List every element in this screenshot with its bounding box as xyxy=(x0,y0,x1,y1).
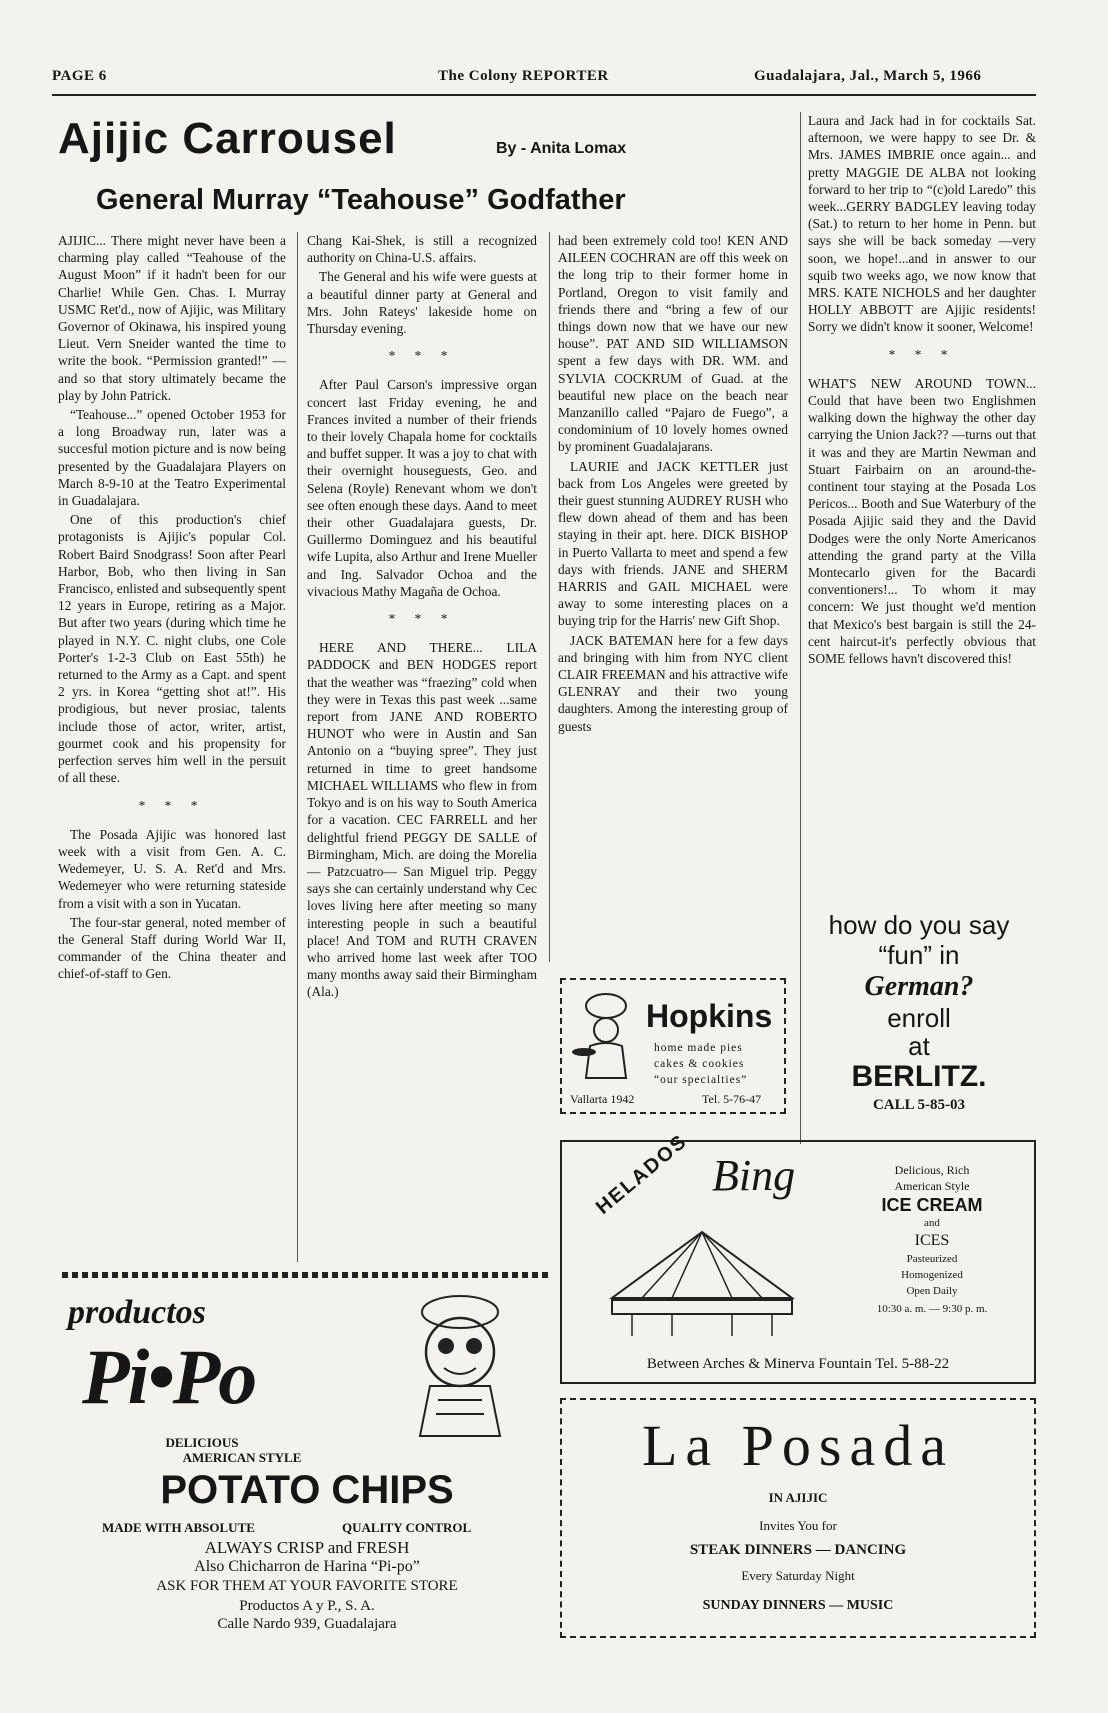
helados-line: Delicious, Rich xyxy=(894,1163,970,1177)
paragraph: LAURIE and JACK KETTLER just back from Los Angeles were greeted by their guest stunning AUDREY RUSH who flew down ahead of them and has been staying in their apt. here. DICK BISHOP in Puerto Vallarta to meet and spend a few days with friends. JANE and SHERM HARRIS and GAIL MICHAEL were away to some interesting places on a buying trip for the Harris' new Gift Shop. xyxy=(558,458,788,629)
hopkins-line: home made pies xyxy=(654,1042,743,1054)
bing-script: Bing xyxy=(712,1151,796,1200)
helados-line: ICE CREAM xyxy=(881,1195,983,1215)
helados-line: Homogenized xyxy=(901,1269,963,1281)
posada-in: IN AJIJIC xyxy=(768,1490,828,1505)
header-rule xyxy=(52,94,1036,96)
hopkins-ad xyxy=(560,978,786,1114)
column-rule xyxy=(549,232,550,962)
pipo-ask: ASK FOR THEM AT YOUR FAVORITE STORE xyxy=(156,1578,458,1594)
pipo-ad xyxy=(62,1284,552,1634)
berlitz-line: “fun” in xyxy=(878,940,960,970)
berlitz-line: enroll xyxy=(887,1003,951,1033)
paragraph: WHAT'S NEW AROUND TOWN... Could that have been two Englishmen walking down the highway the other day carrying the Union Jack?? —turns out that it was and they are Martin Newman and Stuart Fairbairn on an around-the-continent tour staying at the Posada Los Pericos... Booth and Sue Waterbury of the Posada Ajijic said they and the David Dodges were the only Norte Americanos attending the grand party at the Villa Montecarlo given for the Bacardi conventioners!... To whom it may concern: We just thought we'd mention that Mexico's best bargain is still the 24-cent haircut-it's perfectly obvious that SOME fellows havn't discovered this! xyxy=(808,375,1036,667)
paper-name: The Colony REPORTER xyxy=(438,68,609,84)
pipo-quality: QUALITY CONTROL xyxy=(342,1520,472,1535)
dateline: Guadalajara, Jal., March 5, 1966 xyxy=(754,68,982,84)
article-column-4 xyxy=(808,112,1036,669)
berlitz-line: at xyxy=(908,1031,930,1061)
berlitz-line: German? xyxy=(864,971,974,1002)
paragraph: One of this production's chief protagonists is Ajijic's popular Col. Robert Baird Snodgrass! Soon after Pearl Harbor, Bob, who then living in San Francisco, enlisted and subsequently spent 12 years in Europe, retiring as a Major. But after two years (during which time he played in N.Y. C. night clubs, one Cole Porter's 1-2-3 Club on East 55th) he returned to the Army as a Capt. and spent 2 yrs. in Korea “getting shot at!”. His prodigious, but never prosiac, talents include those of actor, writer, artist, gourmet cook and his propensity for perfection serves him well in the persuit of all these. xyxy=(58,512,286,786)
pipo-american: AMERICAN STYLE xyxy=(182,1450,302,1465)
helados-address: Between Arches & Minerva Fountain Tel. 5-88-22 xyxy=(646,1356,950,1372)
posada-steak: STEAK DINNERS — DANCING xyxy=(689,1542,907,1558)
posada-invites: Invites You for xyxy=(759,1518,837,1533)
hopkins-name: Hopkins xyxy=(646,998,773,1034)
chef-icon xyxy=(570,990,640,1086)
headline: General Murray “Teahouse” Godfather xyxy=(96,184,626,216)
helados-hours: 10:30 a. m. — 9:30 p. m. xyxy=(876,1303,988,1315)
column-rule xyxy=(297,232,298,1262)
column-rule xyxy=(800,112,801,1144)
hopkins-tel: Tel. 5-76-47 xyxy=(702,1092,762,1106)
helados-brand: HELADOS xyxy=(592,1130,692,1219)
paragraph: Chang Kai-Shek, is still a recognized authority on China-U.S. affairs. xyxy=(307,233,537,266)
pipo-delicious: DELICIOUS xyxy=(165,1435,239,1450)
hopkins-line: “our specialties” xyxy=(654,1074,748,1086)
paragraph: The Posada Ajijic was honored last week with a visit from Gen. A. C. Wedemeyer, U. S. A. Ret'd and Mrs. Wedemeyer who were returning stateside from a visit with a son in Yucatan. xyxy=(58,826,286,911)
posada-name: La Posada xyxy=(642,1413,954,1478)
hopkins-line: cakes & cookies xyxy=(654,1058,745,1070)
pipo-address: Calle Nardo 939, Guadalajara xyxy=(217,1616,397,1632)
posada-ad xyxy=(560,1398,1036,1638)
helados-line: Open Daily xyxy=(906,1285,958,1297)
pipo-brand: Pi•Po xyxy=(82,1333,256,1420)
paragraph: JACK BATEMAN here for a few days and bringing with him from NYC client CLAIR FREEMAN and his attractive wife GLENRAY and their two young daughters. Among the interesting group of guests xyxy=(558,632,788,734)
helados-line: Pasteurized xyxy=(906,1253,958,1265)
section-divider: * * * xyxy=(388,348,456,364)
pipo-company: Productos A y P., S. A. xyxy=(239,1598,375,1614)
paragraph: The four-star general, noted member of the General Staff during World War II, commander of the China theater and chief-of-staff to Gen. xyxy=(58,914,286,982)
paragraph: AJIJIC... There might never have been a charming play called “Teahouse of the August Moon” if it hadn't been for our Charlie! While Gen. Chas. I. Murray USMC Ret'd., now of Ajijic, was Military Governor of Okinawa, his inspired young Lieut. Vern Sneider wanted the time to write the book. “Permission granted!” —and so that story ultimately became the play by John Patrick. xyxy=(58,233,286,403)
page-number: PAGE 6 xyxy=(52,68,107,84)
posada-sunday: SUNDAY DINNERS — MUSIC xyxy=(702,1598,894,1613)
section-divider: * * * xyxy=(888,346,956,362)
article-column-2 xyxy=(307,232,537,1003)
helados-line: ICES xyxy=(914,1232,950,1249)
carousel-icon xyxy=(602,1228,802,1338)
berlitz-call: CALL 5-85-03 xyxy=(872,1097,966,1113)
pipo-also: Also Chicharron de Harina “Pi-po” xyxy=(194,1558,420,1575)
pipo-made: MADE WITH ABSOLUTE xyxy=(102,1520,255,1535)
helados-ad xyxy=(560,1130,1036,1384)
berlitz-line: how do you say xyxy=(828,910,1010,940)
paragraph: After Paul Carson's impressive organ concert last Friday evening, he and Frances invited a number of their friends to their lovely Chapala home for cocktails and buffet supper. It was a joy to chat with their overnight houseguests, Geo. and Selena (Royle) Renevant whom we don't see often enough these days. Aand to meet their other Guadalajara guests, Dr. Guillermo Dominguez and his beautiful wife Lupita, also Arthur and Irene Mueller and Ing. Salvador Ochoa and the vivacious Mathy Magaña de Ochoa. xyxy=(307,377,537,599)
paragraph: HERE AND THERE... LILA PADDOCK and BEN HODGES report that the weather was “fraezing” cold when they were in Texas this past week ...same report from JANE AND ROBERTO HUNOT who were in Austin and San Antonio on a “buying spree”. They just returned in time to greet handsome MICHAEL WILLIAMS who flew in from Tokyo and is on his way to South America for a vacation. CEC FARRELL and her delightful friend PEGGY DE SALLE of Birmingham, Mich. are doing the Morelia — Patzcuatro— San Miguel trip. Peggy says she can certainly understand why Cec loves living here after meeting so many interesting people in such a beautiful place! And TOM and RUTH CRAVEN who arrived home last week after TOO many months away said their Birmingham (Ala.) xyxy=(307,640,537,1000)
tiger-mascot-icon xyxy=(380,1290,540,1440)
hopkins-address: Vallarta 1942 xyxy=(570,1092,635,1106)
paragraph: had been extremely cold too! KEN AND AILEEN COCHRAN are off this week on the long trip to their former home in Portland, Oregon to visit family and friends there and “bring a few of our things down now that we have our new house”. PAT AND SID WILLIAMSON spent a few days with DR. WM. and SYLVIA COCKRUM of Guad. at the beautiful new place on the beach near Manzanillo called “Pajaro de Fuego”, a condominium of 10 lovely homes owned by prominent Guadalajarans. xyxy=(558,233,788,455)
paragraph: “Teahouse...” opened October 1953 for a long Broadway run, later was a succesful motion picture and is now being presented by the Guadalajara Players on March 8-9-10 at the Teatro Experimental in Guadalajara. xyxy=(58,407,286,509)
column-name: Ajijic Carrousel xyxy=(58,114,397,163)
pipo-chips: POTATO CHIPS xyxy=(160,1468,454,1512)
section-divider: * * * xyxy=(138,797,206,813)
article-column-3 xyxy=(558,232,788,737)
paragraph: Laura and Jack had in for cocktails Sat. afternoon, we were happy to see Dr. & Mrs. JAMES IMBRIE once again... and pretty MAGGIE DE ALBA not looking forward to her trip to “(c)old Laredo” this week...GERRY BADGLEY leaving today (Sat.) to return to her home in Penn. but says she will be back someday —very soon, we hope!...and in answer to our squib two weeks ago, we now know that MRS. KATE NICHOLS and her daughter HOLLY ABBOTT are Ajijic residents! Sorry we didn't know it sooner, Welcome! xyxy=(808,113,1036,335)
berlitz-ad xyxy=(806,910,1032,1116)
pipo-crisp: ALWAYS CRISP and FRESH xyxy=(204,1538,410,1557)
helados-line: American Style xyxy=(894,1179,970,1193)
paragraph: The General and his wife were guests at a beautiful dinner party at General and Mrs. John Rateys' lakeside home on Thursday evening. xyxy=(307,269,537,337)
helados-line: and xyxy=(924,1217,940,1229)
byline: By - Anita Lomax xyxy=(496,140,627,157)
posada-saturday: Every Saturday Night xyxy=(741,1568,855,1583)
pipo-productos: productos xyxy=(68,1294,206,1331)
ad-border xyxy=(62,1272,552,1278)
article-column-1 xyxy=(58,232,286,985)
section-divider: * * * xyxy=(388,611,456,627)
berlitz-line: BERLITZ. xyxy=(851,1060,987,1093)
